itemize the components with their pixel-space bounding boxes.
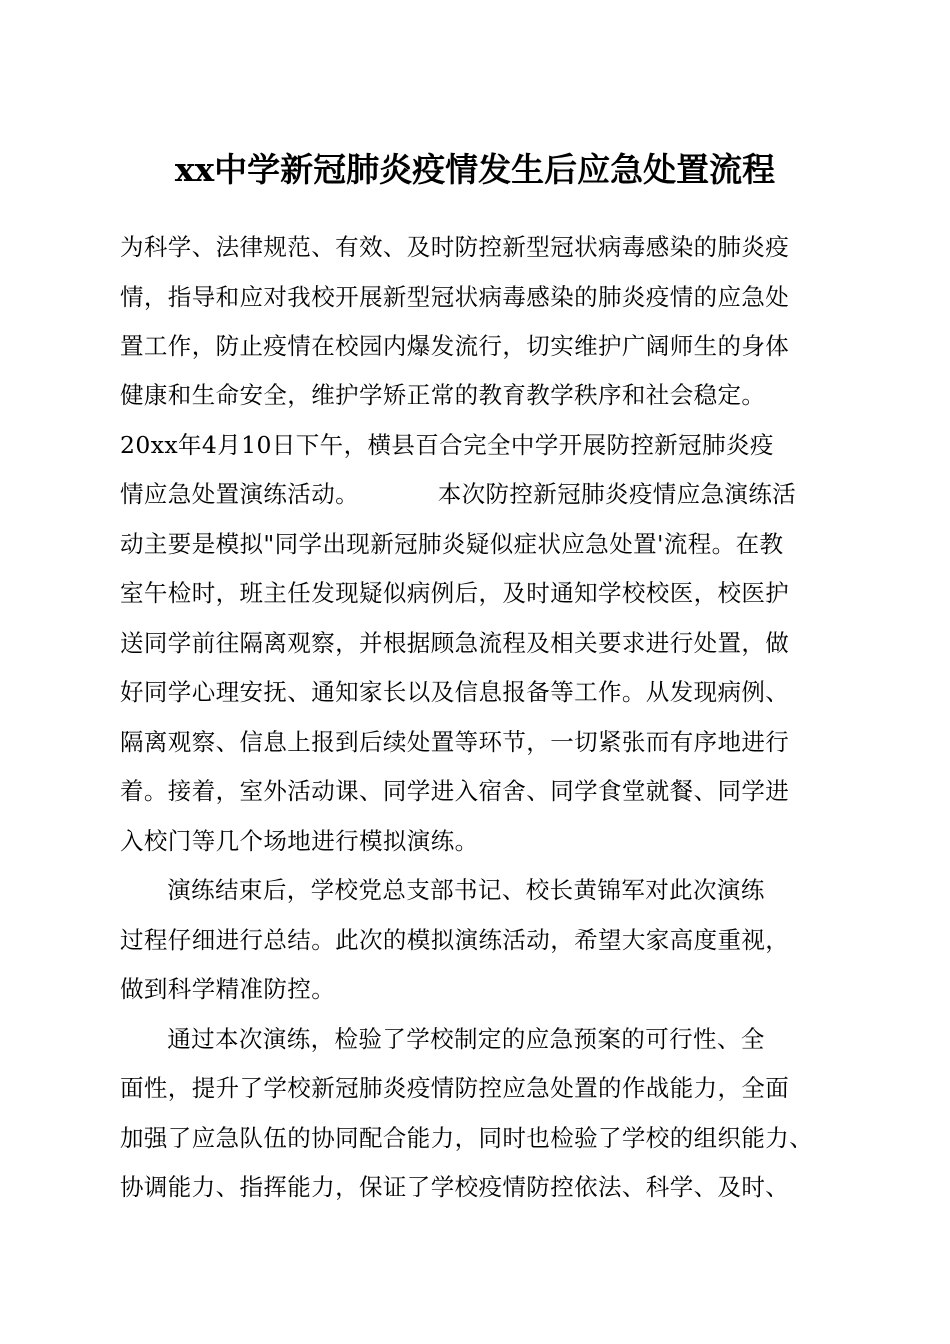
body-line: 隔离观察、信息上报到后续处置等环节，一切紧张而有序地进行 bbox=[120, 728, 790, 756]
body-line: 情应急处置演练活动。 本次防控新冠肺炎疫情应急演练活 bbox=[120, 480, 797, 508]
body-line: 动主要是模拟"同学出现新冠肺炎疑似症状应急处置'流程。在教 bbox=[120, 530, 784, 558]
body-line: 好同学心理安抚、通知家长以及信息报备等工作。从发现病例、 bbox=[120, 678, 790, 706]
body-line: 置工作，防止疫情在校园内爆发流行，切实维护广阔师生的身体 bbox=[120, 332, 790, 360]
body-line: 演练结束后，学校党总支部书记、校长黄锦军对此次演练 bbox=[120, 876, 765, 904]
document-title: xx中学新冠肺炎疫情发生后应急处置流程 bbox=[174, 150, 776, 189]
body-line: 协调能力、指挥能力，保证了学校疫情防控依法、科学、及时、 bbox=[120, 1173, 790, 1201]
body-line: 面性，提升了学校新冠肺炎疫情防控应急处置的作战能力，全面 bbox=[120, 1074, 790, 1102]
body-line: 送同学前往隔离观察，并根据顾急流程及相关要求进行处置，做 bbox=[120, 629, 790, 657]
body-line: 为科学、法律规范、有效、及时防控新型冠状病毒感染的肺炎疫 bbox=[120, 233, 790, 261]
body-line: 健康和生命安全，维护学矫正常的教育教学秩序和社会稳定。 bbox=[120, 381, 766, 409]
body-line: 室午检时，班主任发现疑似病例后，及时通知学校校医，校医护 bbox=[120, 579, 790, 607]
body-line: 情，指导和应对我校开展新型冠状病毒感染的肺炎疫情的应急处 bbox=[120, 283, 790, 311]
body-line: 通过本次演练，检验了学校制定的应急预案的可行性、全 bbox=[120, 1025, 765, 1053]
body-line: 加强了应急队伍的协同配合能力，同时也检验了学校的组织能力、 bbox=[120, 1124, 814, 1152]
body-line: 入校门等几个场地进行模拟演练。 bbox=[120, 827, 479, 855]
body-line: 过程仔细进行总结。此次的模拟演练活动，希望大家高度重视， bbox=[120, 926, 790, 954]
body-line: 做到科学精准防控。 bbox=[120, 975, 336, 1003]
body-line: 着。接着，室外活动课、同学进入宿舍、同学食堂就餐、同学进 bbox=[120, 777, 790, 805]
body-line: 20xx年4月10日下午，横县百合完全中学开展防控新冠肺炎疫 bbox=[120, 431, 774, 459]
